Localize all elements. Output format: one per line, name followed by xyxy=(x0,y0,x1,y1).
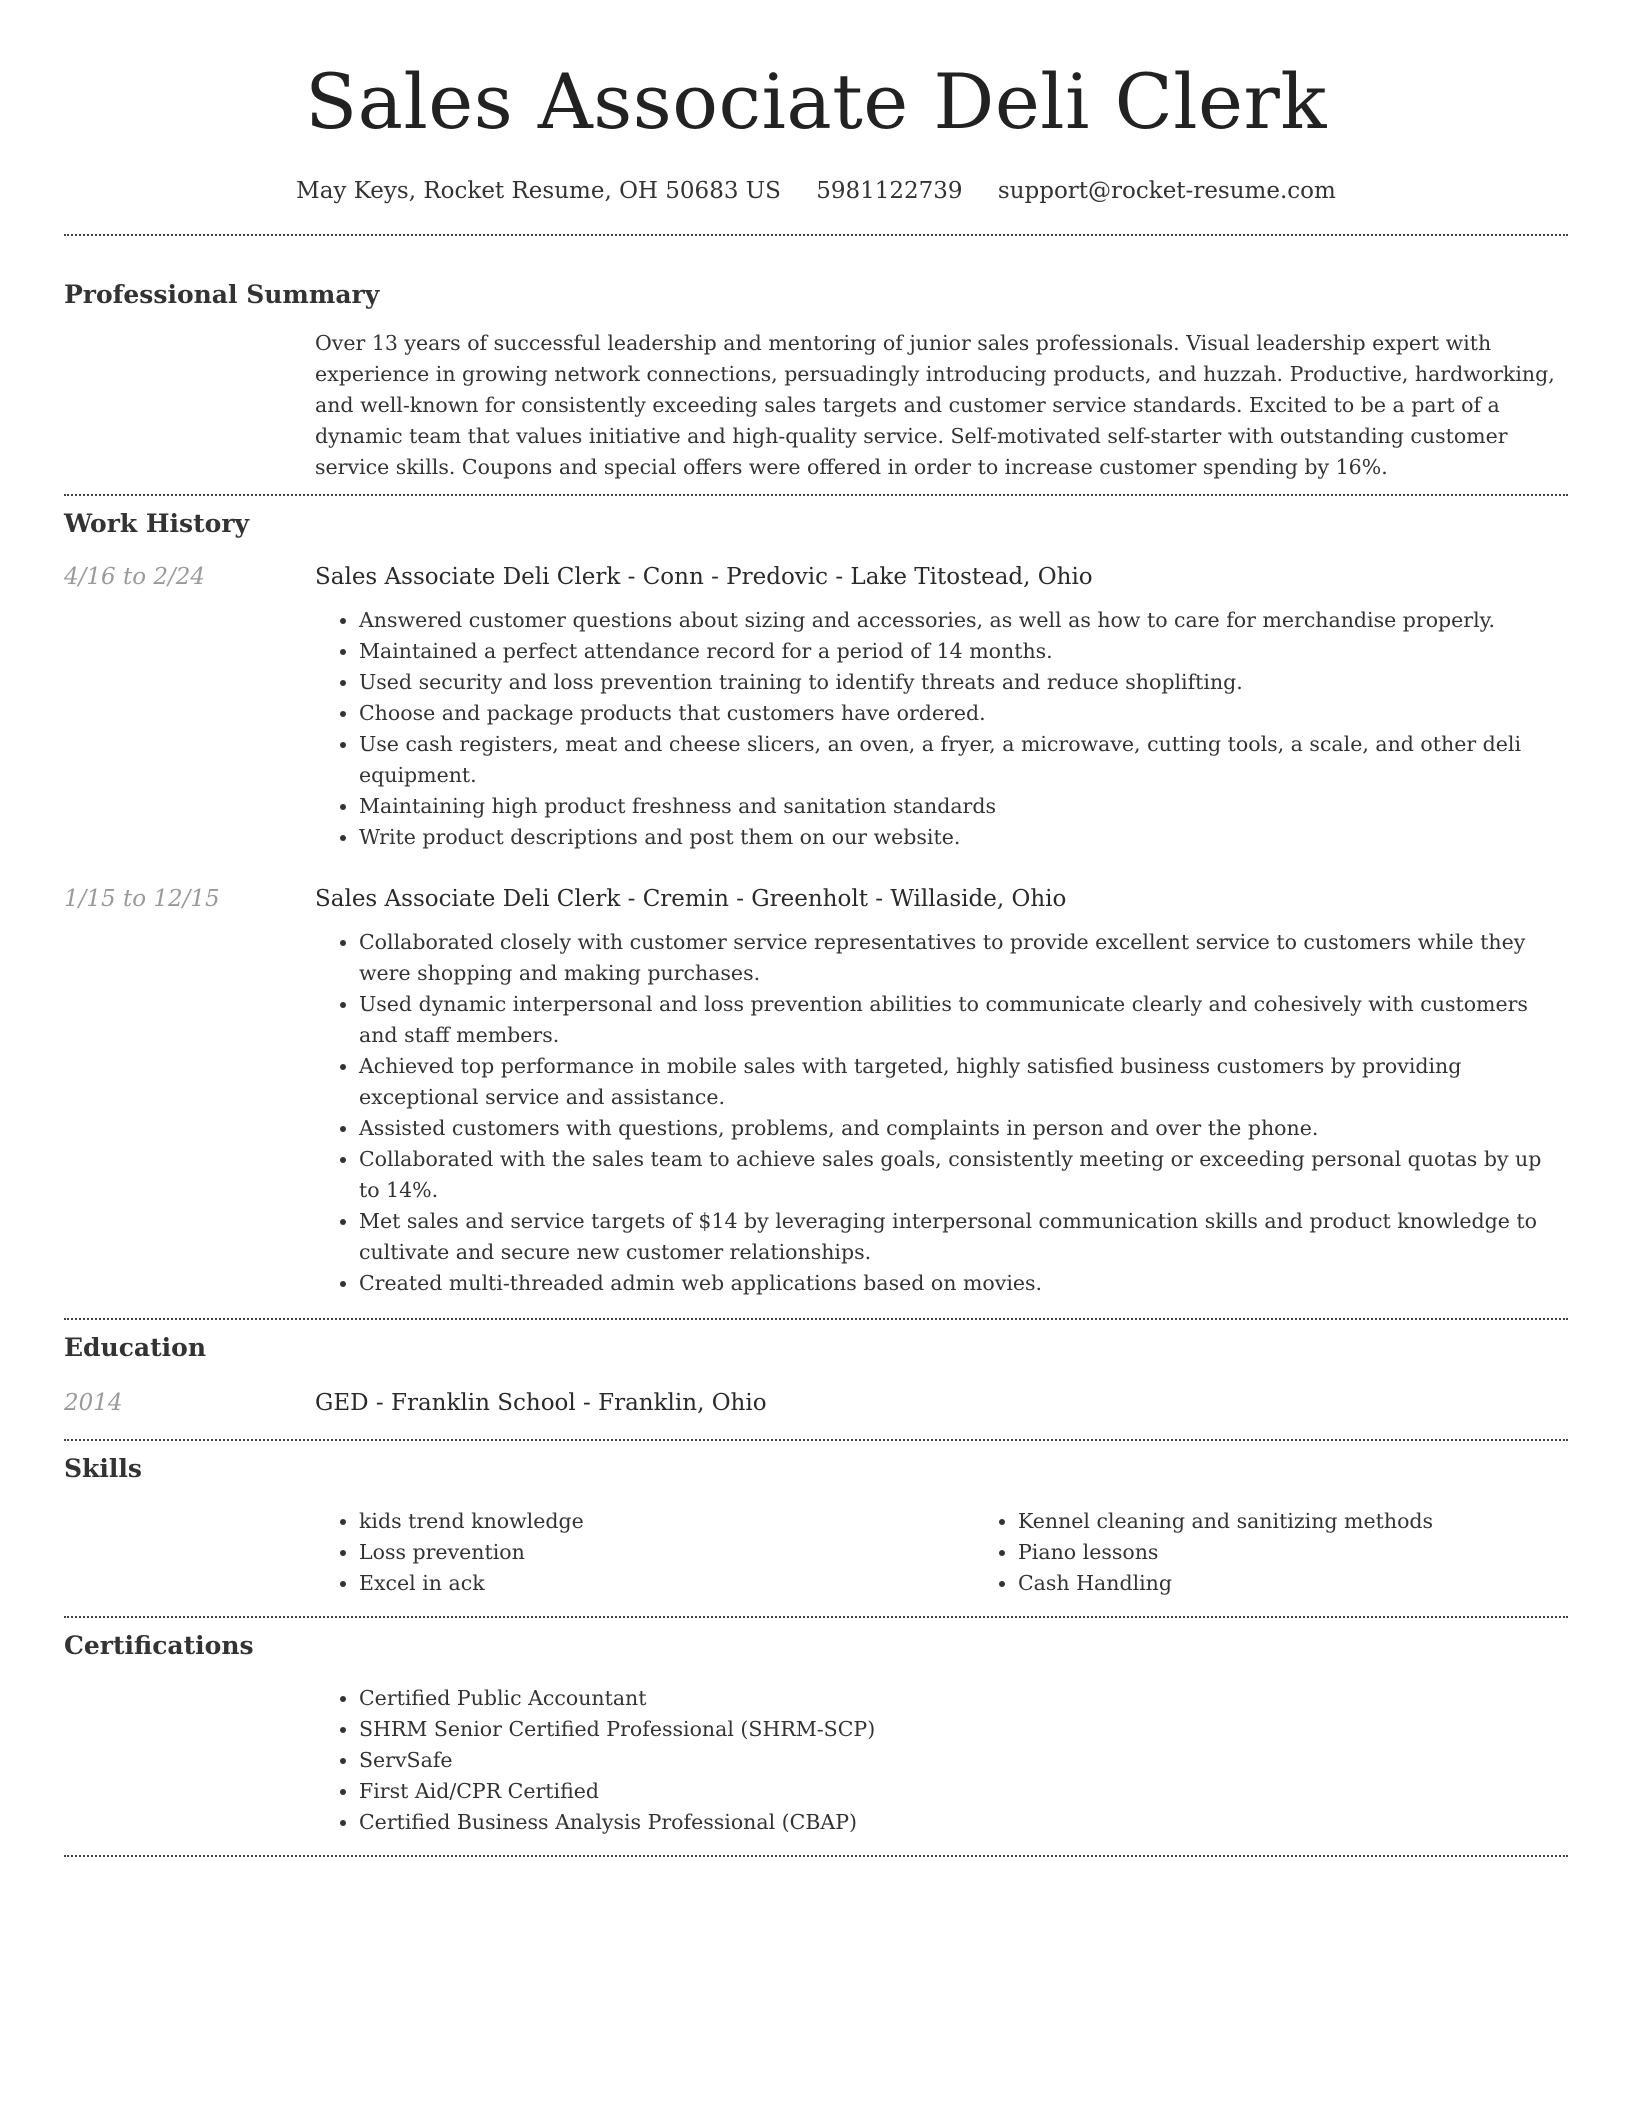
list-item: • Answered customer questions about sizing and accessories, as well as how to care for merchandise properly. xyxy=(359,605,1568,636)
summary-heading: Professional Summary xyxy=(64,280,380,309)
list-item: • Assisted customers with questions, problems, and complaints in person and over the phone. xyxy=(359,1113,1568,1144)
resume-name: Sales Associate Deli Clerk xyxy=(305,57,1327,146)
section-divider xyxy=(64,1616,1568,1618)
education-year: 2014 xyxy=(64,1390,123,1416)
list-item: • Write product descriptions and post them on our website. xyxy=(359,822,1568,853)
job-dates: 4/16 to 2/24 xyxy=(64,564,206,590)
skills-section xyxy=(64,1452,1568,1599)
list-item: • Choose and package products that customers have ordered. xyxy=(359,698,1568,729)
job-dates: 1/15 to 12/15 xyxy=(64,886,220,912)
certifications-heading: Certifications xyxy=(64,1631,254,1660)
list-item: • Cash Handling xyxy=(1018,1568,1632,1599)
section-divider xyxy=(64,234,1568,236)
skills-list-right xyxy=(974,1506,1632,1599)
education-entry xyxy=(64,1387,1568,1419)
list-item: • Maintained a perfect attendance record for a period of 14 months. xyxy=(359,636,1568,667)
job-entry xyxy=(64,883,1568,915)
list-item: • Met sales and service targets of $14 by leveraging interpersonal communication skills and product knowledge to cultivate and secure new customer relationships. xyxy=(359,1206,1568,1268)
list-item: • Use cash registers, meat and cheese slicers, an oven, a fryer, a microwave, cutting tools, a scale, and other deli equipment. xyxy=(359,729,1568,791)
skills-list-left xyxy=(315,1506,974,1599)
list-item: • Loss prevention xyxy=(359,1537,974,1568)
skills-heading: Skills xyxy=(64,1454,142,1483)
summary-text: Over 13 years of successful leadership and mentoring of junior sales professionals. Visual leadership expert with experience in growing network connections, persuadingly introducing products, and huzzah. Productive, hardworking, and well-known for consistently exceeding sales targets and customer service standards. Excited to be a part of a dynamic team that values initiative and high-quality service. Self-motivated self-starter with outstanding customer service skills. Coupons and special offers were offered in order to increase customer spending by 16%. xyxy=(315,331,1555,479)
job-bullets xyxy=(315,605,1568,853)
list-item: • First Aid/CPR Certified xyxy=(359,1776,1568,1807)
certifications-list xyxy=(315,1683,1568,1838)
section-divider xyxy=(64,1318,1568,1320)
section-divider xyxy=(64,494,1568,496)
job-heading: Sales Associate Deli Clerk - Cremin - Greenholt - Willaside, Ohio xyxy=(315,886,1067,912)
list-item: • Collaborated closely with customer service representatives to provide excellent service to customers while they were shopping and making purchases. xyxy=(359,927,1568,989)
list-item: • ServSafe xyxy=(359,1745,1568,1776)
list-item: • SHRM Senior Certified Professional (SHRM-SCP) xyxy=(359,1714,1568,1745)
work-history-section xyxy=(64,507,1568,1299)
contact-address: May Keys, Rocket Resume, OH 50683 US xyxy=(296,178,781,204)
list-item: • Excel in ack xyxy=(359,1568,974,1599)
list-item: • Certified Public Accountant xyxy=(359,1683,1568,1714)
contact-line xyxy=(64,174,1568,208)
list-item: • Collaborated with the sales team to achieve sales goals, consistently meeting or exceeding personal quotas by up to 14%. xyxy=(359,1144,1568,1206)
list-item: • kids trend knowledge xyxy=(359,1506,974,1537)
list-item: • Created multi-threaded admin web applications based on movies. xyxy=(359,1268,1568,1299)
certifications-section xyxy=(64,1629,1568,1838)
list-item: • Achieved top performance in mobile sales with targeted, highly satisfied business customers by providing exceptional service and assistance. xyxy=(359,1051,1568,1113)
education-heading: Education xyxy=(64,1333,207,1362)
summary-section xyxy=(64,278,1568,483)
education-heading-text: GED - Franklin School - Franklin, Ohio xyxy=(315,1390,767,1416)
list-item: • Used dynamic interpersonal and loss prevention abilities to communicate clearly and cohesively with customers and staff members. xyxy=(359,989,1568,1051)
list-item: • Maintaining high product freshness and sanitation standards xyxy=(359,791,1568,822)
job-heading: Sales Associate Deli Clerk - Conn - Predovic - Lake Titostead, Ohio xyxy=(315,564,1093,590)
contact-email: support@rocket-resume.com xyxy=(997,178,1336,204)
list-item: • Used security and loss prevention training to identify threats and reduce shoplifting. xyxy=(359,667,1568,698)
section-divider xyxy=(64,1439,1568,1441)
section-divider xyxy=(64,1855,1568,1857)
contact-phone: 5981122739 xyxy=(816,178,963,204)
list-item: • Kennel cleaning and sanitizing methods xyxy=(1018,1506,1632,1537)
work-history-heading: Work History xyxy=(64,509,250,538)
education-section xyxy=(64,1331,1568,1419)
list-item: • Piano lessons xyxy=(1018,1537,1632,1568)
job-entry xyxy=(64,561,1568,593)
job-bullets xyxy=(315,927,1568,1299)
list-item: • Certified Business Analysis Professional (CBAP) xyxy=(359,1807,1568,1838)
